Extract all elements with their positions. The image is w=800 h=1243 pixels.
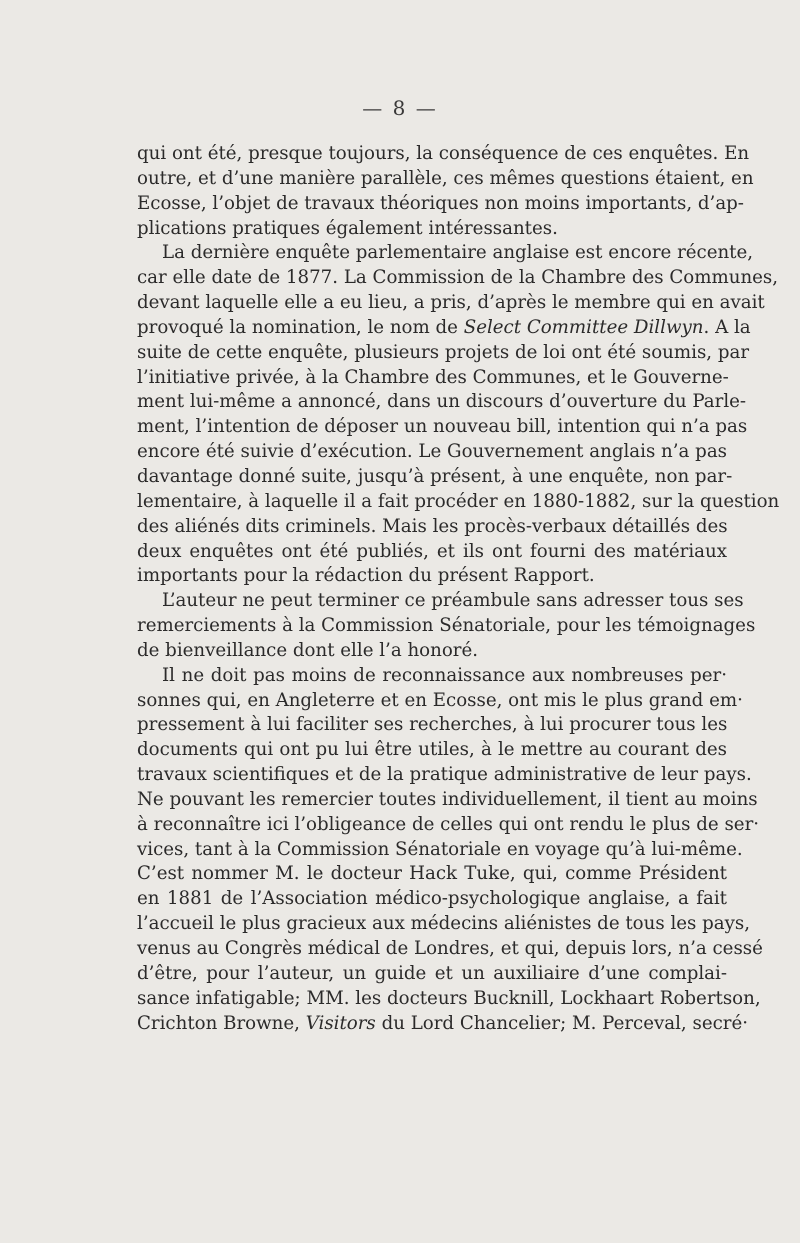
- text-line: [137, 1012, 749, 1037]
- text-line: L’auteur ne peut terminer ce préambule sans adresser tous ses: [162, 590, 744, 612]
- text-segment: provoqué la nomination, le nom de: [137, 316, 464, 338]
- text-line: l’initiative privée, à la Chambre des Communes, et le Gouverne-: [137, 366, 729, 388]
- text-line: importants pour la rédaction du présent Rapport.: [137, 565, 595, 587]
- text-line: deux enquêtes ont été publiés, et ils ont fourni des matériaux: [137, 540, 727, 562]
- text-line: plications pratiques également intéressantes.: [137, 217, 558, 239]
- text-line: C’est nommer M. le docteur Hack Tuke, qui, comme Président: [137, 863, 727, 885]
- text-line: travaux scientifiques et de la pratique administrative de leur pays.: [137, 764, 752, 786]
- text-line: outre, et d’une manière parallèle, ces mêmes questions étaient, en: [137, 167, 754, 189]
- text-line: ment, l’intention de déposer un nouveau bill, intention qui n’a pas: [137, 416, 748, 438]
- text-line: car elle date de 1877. La Commission de la Chambre des Communes,: [137, 267, 779, 289]
- paragraph: [137, 664, 763, 1037]
- italic-title: Select Committee Dillwyn: [463, 316, 704, 338]
- text-line: des aliénés dits criminels. Mais les procès-verbaux détaillés des: [137, 515, 728, 537]
- text-line: documents qui ont pu lui être utiles, à le mettre au courant des: [137, 739, 727, 761]
- text-line: l’accueil le plus gracieux aux médecins aliénistes de tous les pays,: [137, 913, 751, 935]
- text-line: [137, 316, 751, 341]
- text-segment: du Lord Chancelier; M. Perceval, secré·: [375, 1012, 749, 1034]
- text-line: suite de cette enquête, plusieurs projets de loi ont été soumis, par: [137, 341, 750, 363]
- text-line: en 1881 de l’Association médico-psychologique anglaise, a fait: [137, 888, 727, 910]
- text-segment: Crichton Browne,: [137, 1012, 306, 1034]
- text-line: encore été suivie d’exécution. Le Gouvernement anglais n’a pas: [137, 441, 727, 463]
- text-line: ment lui-même a annoncé, dans un discours d’ouverture du Parle-: [137, 391, 747, 413]
- italic-term: Visitors: [305, 1012, 376, 1034]
- text-line: à reconnaître ici l’obligeance de celles qui ont rendu le plus de ser·: [137, 813, 760, 835]
- text-line: davantage donné suite, jusqu’à présent, à une enquête, non par-: [137, 465, 733, 487]
- text-line: pressement à lui faciliter ses recherches, à lui procurer tous les: [137, 714, 728, 736]
- text-line: d’être, pour l’auteur, un guide et un auxiliaire d’une complai-: [137, 962, 727, 984]
- text-line: vices, tant à la Commission Sénatoriale en voyage qu’à lui-même.: [137, 838, 743, 860]
- text-line: devant laquelle elle a eu lieu, a pris, d’après le membre qui en avait: [137, 292, 765, 314]
- text-line: Ecosse, l’objet de travaux théoriques non moins importants, d’ap-: [137, 192, 744, 214]
- paragraph: [137, 241, 780, 589]
- text-line: lementaire, à laquelle il a fait procéder en 1880-1882, sur la question: [137, 490, 780, 512]
- text-line: La dernière enquête parlementaire anglaise est encore récente,: [162, 242, 754, 264]
- text-line: sonnes qui, en Angleterre et en Ecosse, ont mis le plus grand em·: [137, 689, 743, 711]
- text-line: de bienveillance dont elle l’a honoré.: [137, 639, 479, 661]
- text-line: Il ne doit pas moins de reconnaissance aux nombreuses per·: [162, 664, 727, 686]
- text-line: Ne pouvant les remercier toutes individuellement, il tient au moins: [137, 788, 758, 810]
- text-line: sance infatigable; MM. les docteurs Bucknill, Lockhaart Robertson,: [137, 987, 761, 1009]
- paragraph: [137, 589, 756, 664]
- body-text: [137, 142, 780, 1036]
- text-line: venus au Congrès médical de Londres, et qui, depuis lors, n’a cessé: [137, 938, 763, 959]
- paragraph: [137, 142, 754, 241]
- text-segment: . A la: [703, 316, 751, 338]
- text-line: qui ont été, presque toujours, la conséquence de ces enquêtes. En: [137, 143, 750, 164]
- page-number: — 8 —: [362, 96, 438, 120]
- text-line: remerciements à la Commission Sénatoriale, pour les témoignages: [137, 615, 756, 637]
